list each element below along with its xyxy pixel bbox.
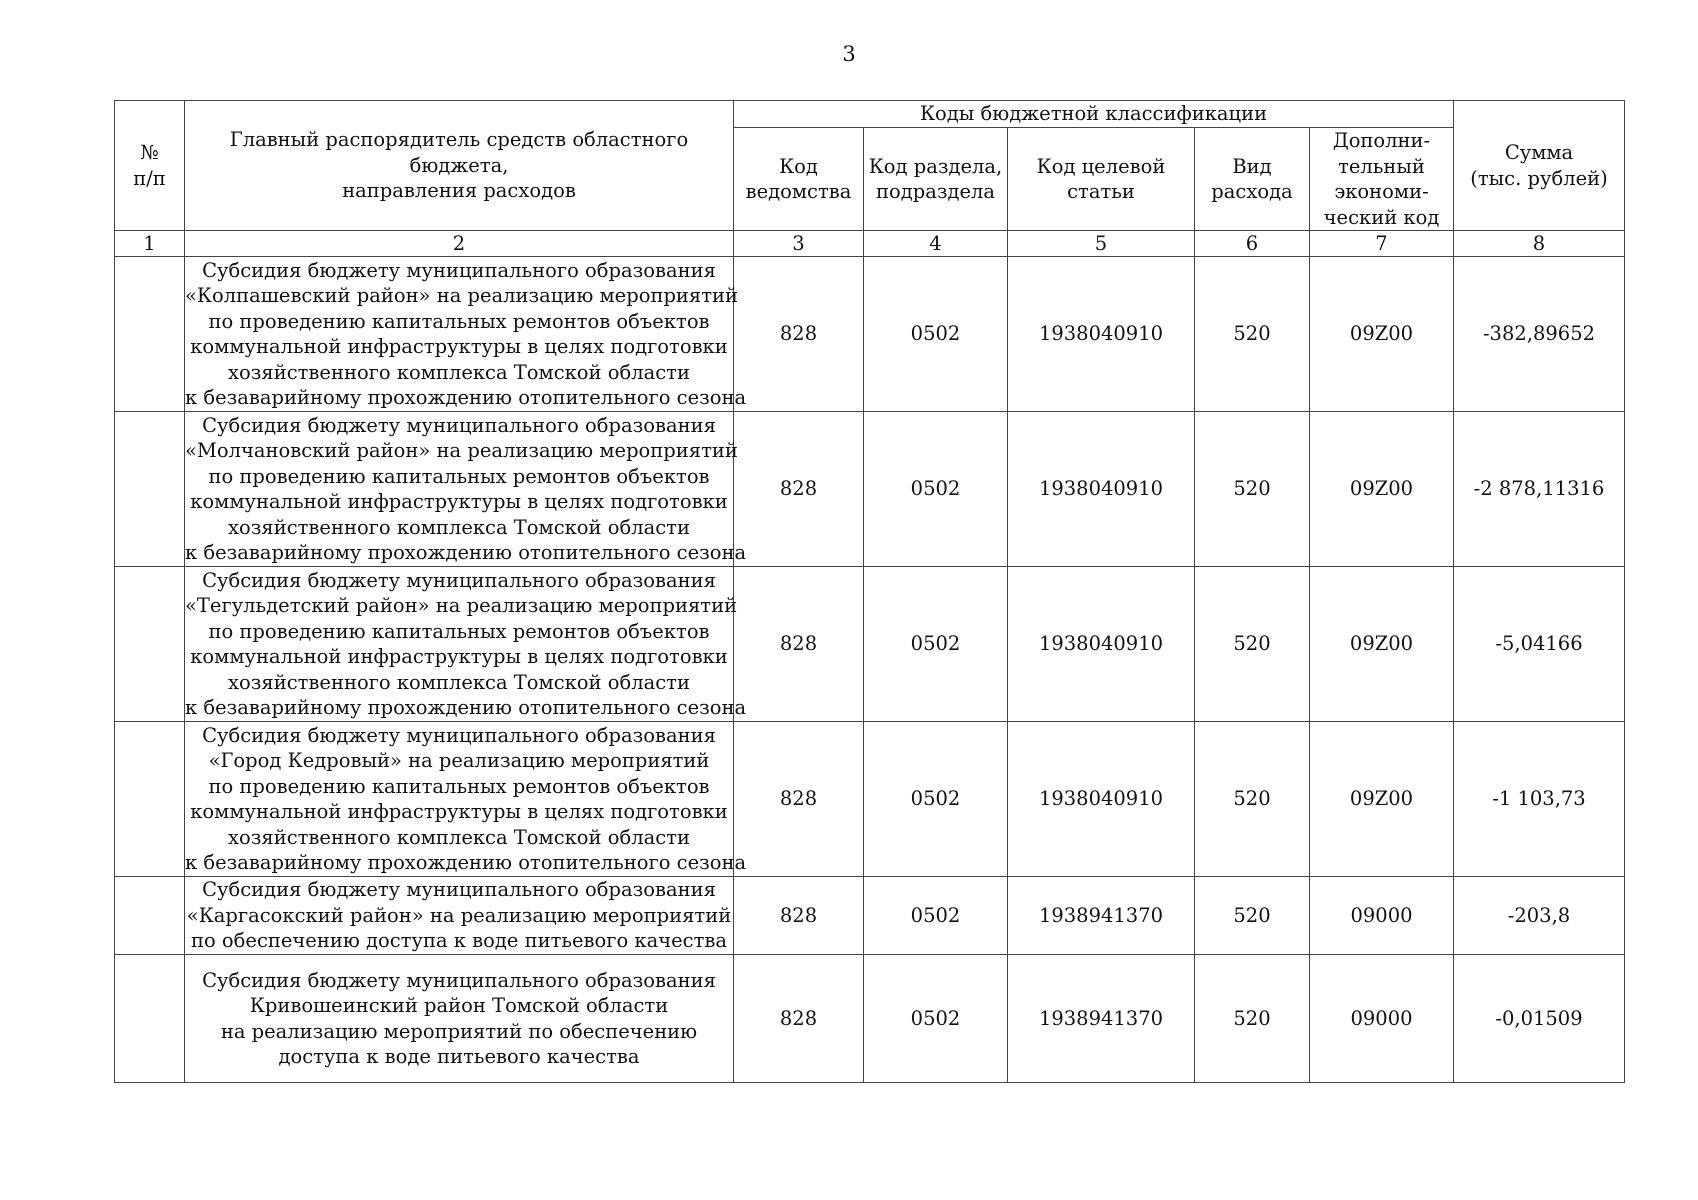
budget-table bbox=[114, 100, 1625, 1083]
column-number: 8 bbox=[1454, 231, 1625, 257]
page-number: 3 bbox=[842, 42, 856, 66]
row-expense-type: 520 bbox=[1195, 877, 1310, 955]
header-econ-code: Дополни- тельный экономи- ческий код bbox=[1310, 128, 1454, 231]
row-econ-code: 09Z00 bbox=[1310, 567, 1454, 722]
row-dept-code: 828 bbox=[734, 955, 864, 1083]
row-num bbox=[115, 257, 185, 412]
table-row bbox=[115, 955, 1625, 1083]
header-dept-code: Код ведомства bbox=[734, 128, 864, 231]
table-row bbox=[115, 257, 1625, 412]
row-sum: -382,89652 bbox=[1454, 257, 1625, 412]
row-num bbox=[115, 877, 185, 955]
row-expense-type: 520 bbox=[1195, 412, 1310, 567]
row-econ-code: 09Z00 bbox=[1310, 412, 1454, 567]
row-target-code: 1938040910 bbox=[1008, 567, 1195, 722]
row-sum: -2 878,11316 bbox=[1454, 412, 1625, 567]
column-number: 5 bbox=[1008, 231, 1195, 257]
row-dept-code: 828 bbox=[734, 567, 864, 722]
row-sum: -5,04166 bbox=[1454, 567, 1625, 722]
row-section-code: 0502 bbox=[864, 567, 1008, 722]
header-budget-codes: Коды бюджетной классификации bbox=[734, 101, 1454, 128]
row-target-code: 1938040910 bbox=[1008, 257, 1195, 412]
header-target-code: Код целевой статьи bbox=[1008, 128, 1195, 231]
header-expense-type: Вид расхода bbox=[1195, 128, 1310, 231]
column-number: 2 bbox=[185, 231, 734, 257]
row-dept-code: 828 bbox=[734, 412, 864, 567]
row-section-code: 0502 bbox=[864, 722, 1008, 877]
row-section-code: 0502 bbox=[864, 412, 1008, 567]
column-number: 7 bbox=[1310, 231, 1454, 257]
column-number: 3 bbox=[734, 231, 864, 257]
row-description: Субсидия бюджету муниципального образования Кривошеинский район Томской области на реализацию мероприятий по обеспечению доступа к воде питьевого качества bbox=[185, 955, 734, 1083]
row-econ-code: 09Z00 bbox=[1310, 722, 1454, 877]
row-section-code: 0502 bbox=[864, 257, 1008, 412]
table-row bbox=[115, 567, 1625, 722]
row-description: Субсидия бюджету муниципального образования «Каргасокский район» на реализацию мероприятий по обеспечению доступа к воде питьевого качества bbox=[185, 877, 734, 955]
row-sum: -203,8 bbox=[1454, 877, 1625, 955]
column-number: 6 bbox=[1195, 231, 1310, 257]
table-row bbox=[115, 877, 1625, 955]
row-description: Субсидия бюджету муниципального образования «Колпашевский район» на реализацию мероприятий по проведению капитальных ремонтов объектов коммунальной инфраструктуры в целях подготовки хозяйственного комплекса Томской области к безаварийному прохождению отопительного сезона bbox=[185, 257, 734, 412]
header-num: № п/п bbox=[115, 101, 185, 231]
column-number: 4 bbox=[864, 231, 1008, 257]
row-expense-type: 520 bbox=[1195, 955, 1310, 1083]
row-econ-code: 09000 bbox=[1310, 955, 1454, 1083]
row-num bbox=[115, 412, 185, 567]
row-num bbox=[115, 722, 185, 877]
row-section-code: 0502 bbox=[864, 955, 1008, 1083]
row-dept-code: 828 bbox=[734, 722, 864, 877]
column-numbers-row bbox=[115, 231, 1625, 257]
row-description: Субсидия бюджету муниципального образования «Город Кедровый» на реализацию мероприятий по проведению капитальных ремонтов объектов коммунальной инфраструктуры в целях подготовки хозяйственного комплекса Томской области к безаварийному прохождению отопительного сезона bbox=[185, 722, 734, 877]
row-num bbox=[115, 955, 185, 1083]
row-target-code: 1938941370 bbox=[1008, 877, 1195, 955]
row-target-code: 1938941370 bbox=[1008, 955, 1195, 1083]
row-sum: -0,01509 bbox=[1454, 955, 1625, 1083]
column-number: 1 bbox=[115, 231, 185, 257]
row-description: Субсидия бюджету муниципального образования «Тегульдетский район» на реализацию мероприятий по проведению капитальных ремонтов объектов коммунальной инфраструктуры в целях подготовки хозяйственного комплекса Томской области к безаварийному прохождению отопительного сезона bbox=[185, 567, 734, 722]
row-sum: -1 103,73 bbox=[1454, 722, 1625, 877]
row-description: Субсидия бюджету муниципального образования «Молчановский район» на реализацию мероприятий по проведению капитальных ремонтов объектов коммунальной инфраструктуры в целях подготовки хозяйственного комплекса Томской области к безаварийному прохождению отопительного сезона bbox=[185, 412, 734, 567]
row-expense-type: 520 bbox=[1195, 722, 1310, 877]
row-num bbox=[115, 567, 185, 722]
row-target-code: 1938040910 bbox=[1008, 412, 1195, 567]
row-expense-type: 520 bbox=[1195, 257, 1310, 412]
header-section-code: Код раздела, подраздела bbox=[864, 128, 1008, 231]
table-row bbox=[115, 722, 1625, 877]
row-econ-code: 09Z00 bbox=[1310, 257, 1454, 412]
row-econ-code: 09000 bbox=[1310, 877, 1454, 955]
header-sum: Сумма (тыс. рублей) bbox=[1454, 101, 1625, 231]
row-expense-type: 520 bbox=[1195, 567, 1310, 722]
header-main: Главный распорядитель средств областного бюджета, направления расходов bbox=[185, 101, 734, 231]
row-section-code: 0502 bbox=[864, 877, 1008, 955]
table-row bbox=[115, 412, 1625, 567]
row-dept-code: 828 bbox=[734, 257, 864, 412]
row-target-code: 1938040910 bbox=[1008, 722, 1195, 877]
row-dept-code: 828 bbox=[734, 877, 864, 955]
